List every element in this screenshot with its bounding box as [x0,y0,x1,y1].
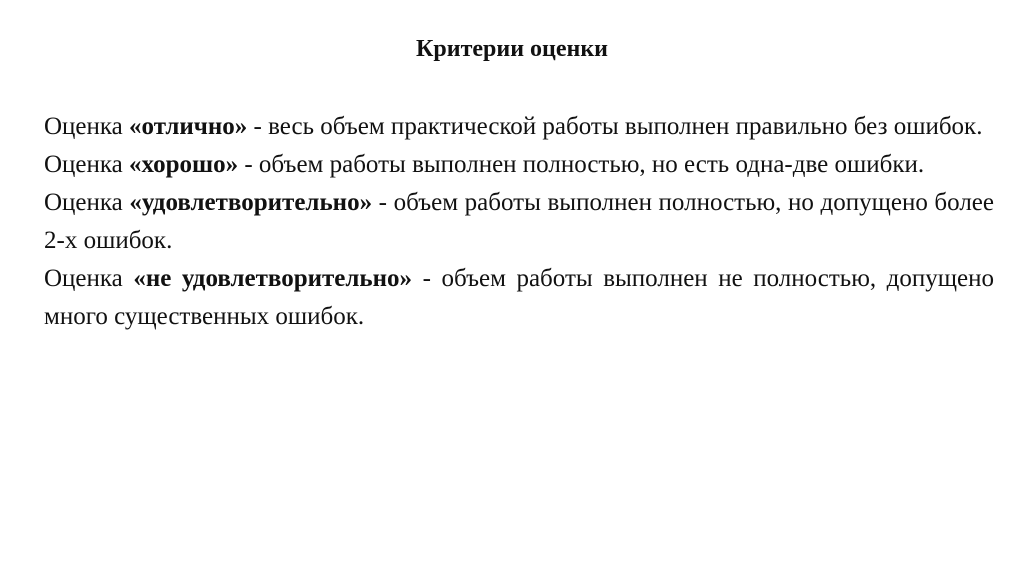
criterion-prefix: Оценка [44,151,130,178]
criterion-excellent [44,108,994,146]
criteria-list [44,108,994,336]
criterion-good [44,146,994,184]
grade-label: «удовлетворительно» [129,189,373,216]
grade-label: «не удовлетворительно» [133,265,413,292]
grade-label: «хорошо» [129,151,239,178]
criterion-prefix: Оценка [44,113,130,140]
criterion-description: - объем работы выполнен полностью, но допущено более 2-х ошибок. [44,189,994,254]
criterion-description: - весь объем практической работы выполнен правильно без ошибок. [247,113,983,140]
criterion-prefix: Оценка [44,189,130,216]
page-title: Критерии оценки [416,36,608,62]
grade-label: «отлично» [129,113,248,140]
criterion-unsatisfactory [44,260,994,336]
criterion-description: - объем работы выполнен полностью, но есть одна-две ошибки. [238,151,925,178]
criterion-satisfactory [44,184,994,260]
criterion-description: - объем работы выполнен не полностью, допущено много существенных ошибок. [44,265,994,330]
criterion-prefix: Оценка [44,265,134,292]
